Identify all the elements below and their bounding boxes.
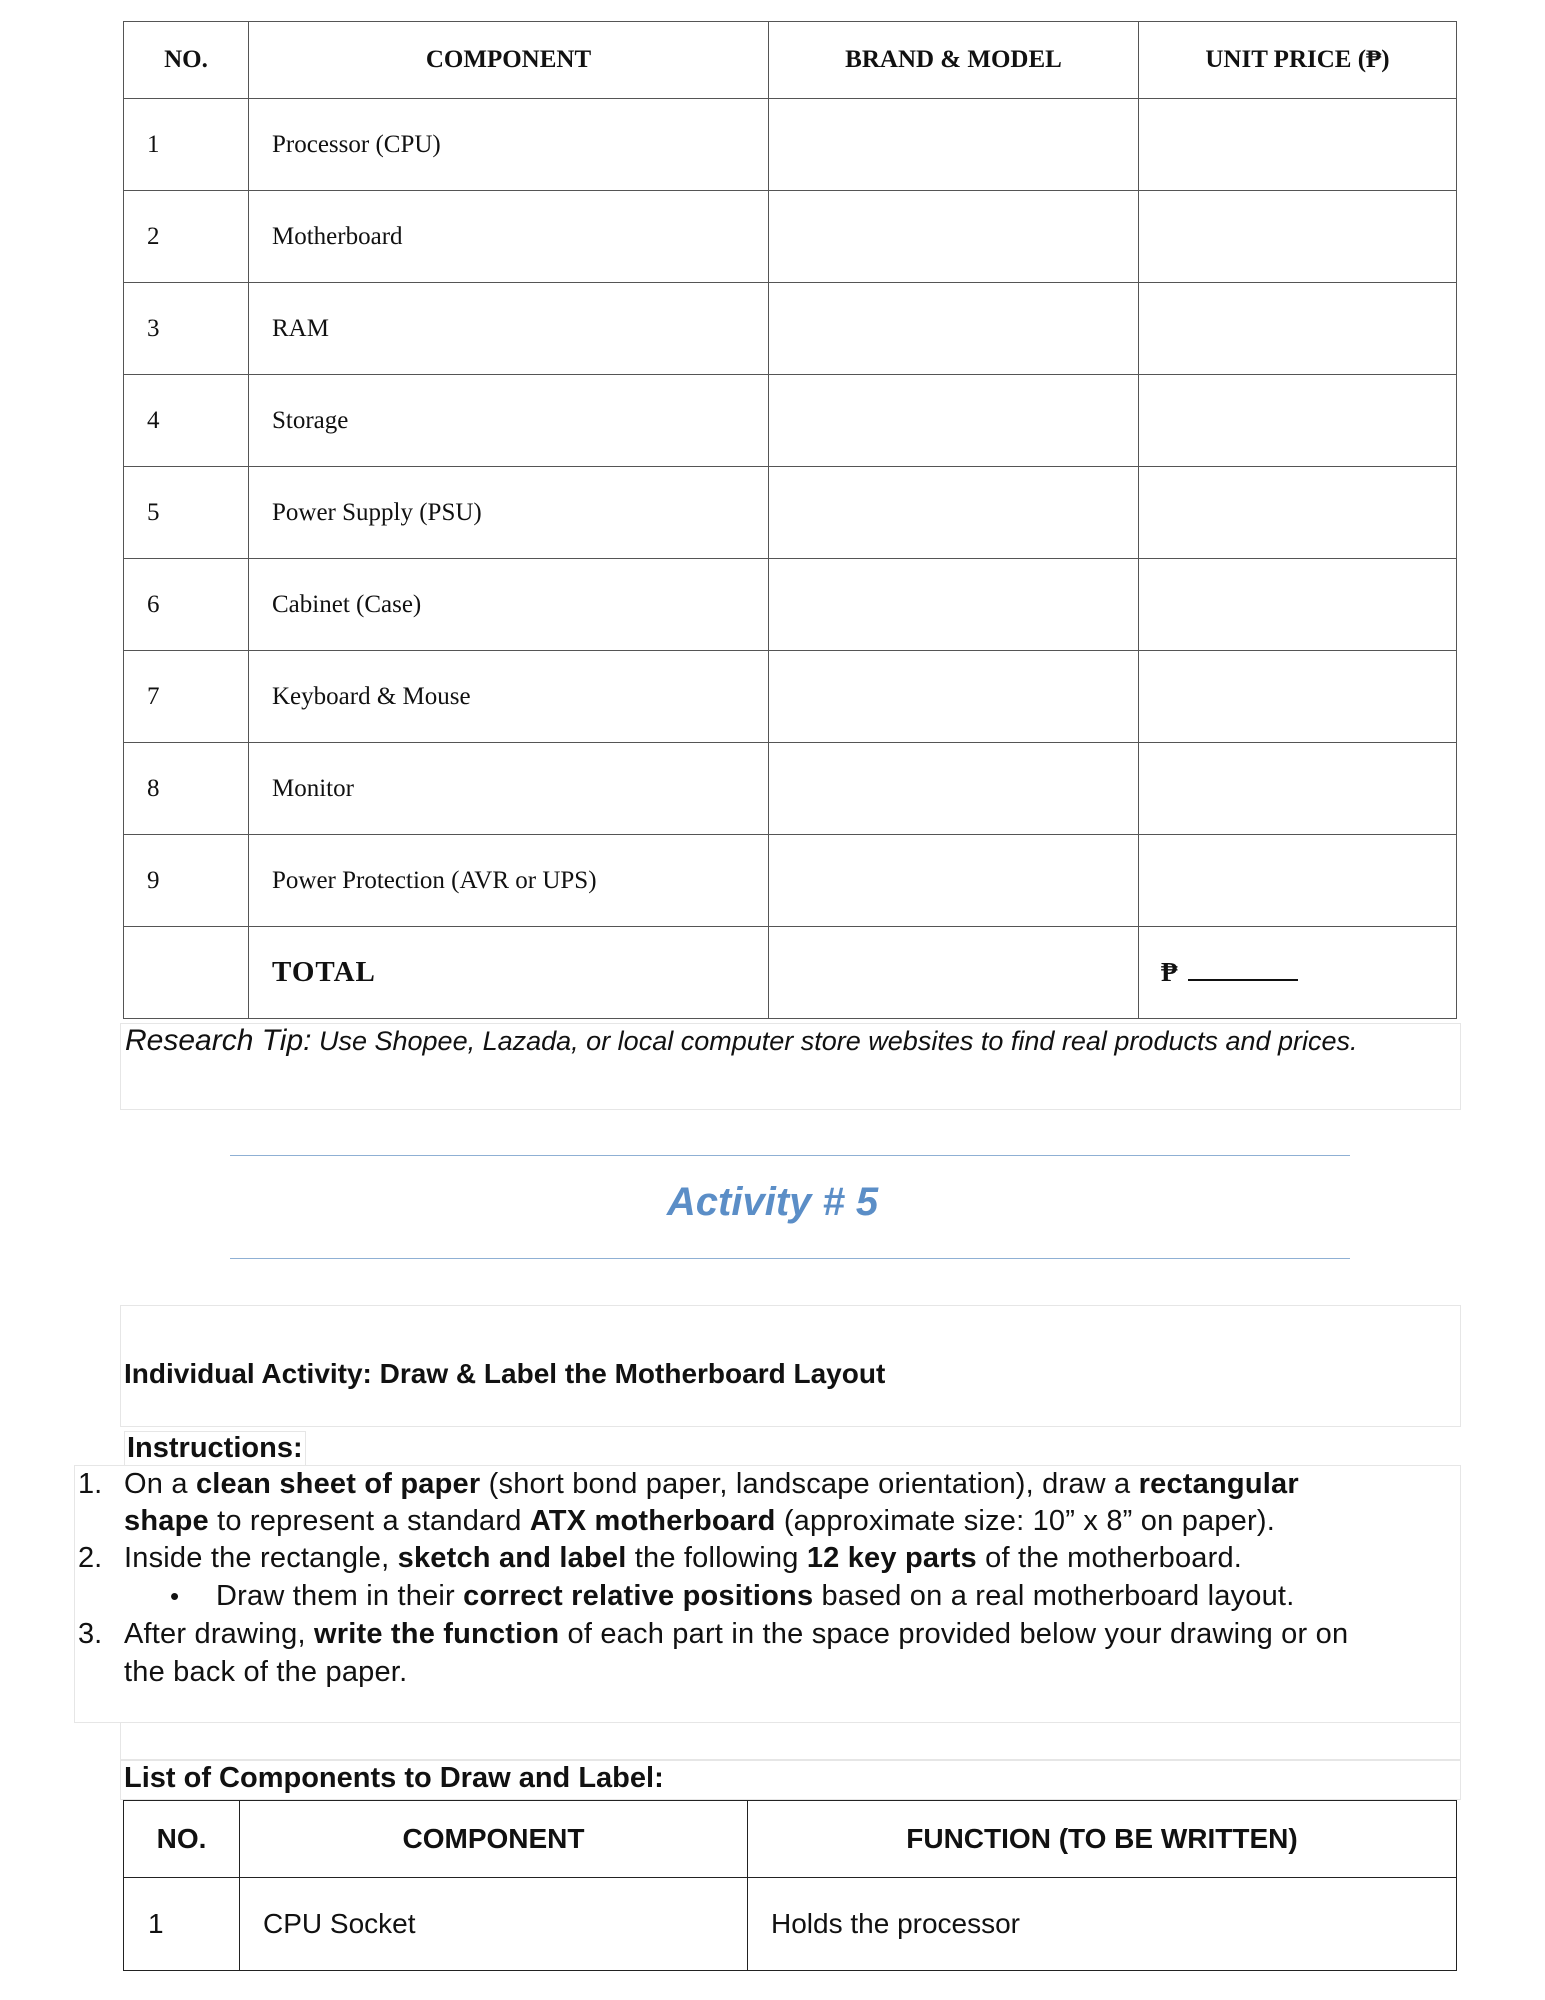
step-2-text: Inside the rectangle, — [124, 1542, 398, 1574]
price-table — [123, 21, 1457, 1019]
brand-model-cell[interactable] — [769, 283, 1139, 375]
row-no: 8 — [124, 743, 249, 835]
step-2-line — [124, 1542, 1242, 1575]
row-component: Processor (CPU) — [249, 99, 769, 191]
step-3-bold: write the function — [313, 1618, 560, 1650]
components-table-header — [124, 1801, 1457, 1878]
step-1-text: (approximate size: 10” x 8” on paper). — [775, 1505, 1275, 1537]
header-component: COMPONENT — [240, 1801, 748, 1878]
step-3-line-1 — [124, 1618, 1348, 1651]
unit-price-cell[interactable] — [1139, 559, 1457, 651]
unit-price-cell[interactable] — [1139, 651, 1457, 743]
header-unit-price: UNIT PRICE (₱) — [1139, 22, 1457, 99]
row-no: 3 — [124, 283, 249, 375]
step-1-bold: shape — [124, 1505, 209, 1537]
row-no: 6 — [124, 559, 249, 651]
row-no: 4 — [124, 375, 249, 467]
unit-price-cell[interactable] — [1139, 283, 1457, 375]
brand-model-cell[interactable] — [769, 375, 1139, 467]
step-3-number: 3. — [78, 1618, 103, 1650]
brand-model-cell[interactable] — [769, 99, 1139, 191]
unit-price-cell[interactable] — [1139, 835, 1457, 927]
table-row — [124, 1878, 1457, 1971]
bullet-icon: • — [170, 1581, 180, 1611]
row-no: 1 — [124, 99, 249, 191]
row-component: Motherboard — [249, 191, 769, 283]
brand-model-cell[interactable] — [769, 835, 1139, 927]
step-1-bold: clean sheet of paper — [195, 1468, 481, 1500]
total-row-no-cell — [124, 927, 249, 1019]
table-row — [124, 99, 1457, 191]
research-tip — [125, 1024, 1358, 1058]
table-row — [124, 559, 1457, 651]
total-row — [124, 927, 1457, 1019]
research-tip-label: Research Tip: — [125, 1024, 312, 1057]
step-2-bold: sketch and label — [397, 1542, 627, 1574]
activity-heading: Individual Activity: Draw & Label the Motherboard Layout — [124, 1358, 886, 1389]
total-brand-cell — [769, 927, 1139, 1019]
row-no: 7 — [124, 651, 249, 743]
header-no: NO. — [124, 1801, 240, 1878]
spacer-box — [120, 1722, 1461, 1760]
row-component: RAM — [249, 283, 769, 375]
bullet-text: based on a real motherboard layout. — [813, 1580, 1295, 1612]
step-1-bold: ATX motherboard — [529, 1505, 776, 1537]
unit-price-cell[interactable] — [1139, 191, 1457, 283]
header-component: COMPONENT — [249, 22, 769, 99]
bullet-bold: correct relative positions — [463, 1580, 814, 1612]
row-no: 5 — [124, 467, 249, 559]
row-component: Storage — [249, 375, 769, 467]
step-1-text: (short bond paper, landscape orientation), draw a — [480, 1468, 1139, 1500]
step-2-bold: 12 key parts — [806, 1542, 977, 1574]
row-function[interactable]: Holds the processor — [748, 1878, 1457, 1971]
row-component: Keyboard & Mouse — [249, 651, 769, 743]
row-component: CPU Socket — [240, 1878, 748, 1971]
total-label: TOTAL — [249, 927, 769, 1019]
unit-price-cell[interactable] — [1139, 375, 1457, 467]
step-2-text: the following — [626, 1542, 807, 1574]
total-blank-line[interactable] — [1188, 959, 1298, 981]
price-table-header — [124, 22, 1457, 99]
unit-price-cell[interactable] — [1139, 467, 1457, 559]
table-row — [124, 651, 1457, 743]
bullet-text: Draw them in their — [216, 1580, 464, 1612]
brand-model-cell[interactable] — [769, 743, 1139, 835]
title-rule-bottom — [230, 1258, 1350, 1259]
total-price-cell[interactable] — [1139, 927, 1457, 1019]
row-component: Power Supply (PSU) — [249, 467, 769, 559]
research-tip-text: Use Shopee, Lazada, or local computer store websites to find real products and prices. — [311, 1026, 1358, 1056]
row-no: 9 — [124, 835, 249, 927]
unit-price-cell[interactable] — [1139, 99, 1457, 191]
step-1-number: 1. — [78, 1468, 103, 1500]
instructions-label: Instructions: — [124, 1431, 306, 1466]
unit-price-cell[interactable] — [1139, 743, 1457, 835]
table-row — [124, 743, 1457, 835]
brand-model-cell[interactable] — [769, 651, 1139, 743]
table-row — [124, 835, 1457, 927]
row-component: Monitor — [249, 743, 769, 835]
brand-model-cell[interactable] — [769, 559, 1139, 651]
step-2-number: 2. — [78, 1542, 103, 1574]
table-row — [124, 375, 1457, 467]
step-1-line-1 — [124, 1468, 1299, 1501]
title-rule-top — [230, 1155, 1350, 1156]
row-no: 1 — [124, 1878, 240, 1971]
list-heading: List of Components to Draw and Label: — [124, 1762, 664, 1794]
header-brand-model: BRAND & MODEL — [769, 22, 1139, 99]
brand-model-cell[interactable] — [769, 191, 1139, 283]
header-function: FUNCTION (TO BE WRITTEN) — [748, 1801, 1457, 1878]
step-3-text: of each part in the space provided below your drawing or on — [559, 1618, 1349, 1650]
components-table — [123, 1800, 1457, 1971]
step-1-bold: rectangular — [1138, 1468, 1299, 1500]
brand-model-cell[interactable] — [769, 467, 1139, 559]
step-3-line-2: the back of the paper. — [124, 1656, 408, 1688]
step-2-text: of the motherboard. — [976, 1542, 1243, 1574]
bullet-line — [216, 1580, 1294, 1613]
currency-symbol: ₱ — [1161, 957, 1178, 987]
header-no: NO. — [124, 22, 249, 99]
step-1-text: to represent a standard — [208, 1505, 530, 1537]
table-row — [124, 191, 1457, 283]
table-row — [124, 467, 1457, 559]
table-row — [124, 283, 1457, 375]
step-3-text: After drawing, — [124, 1618, 314, 1650]
step-1-text: On a — [124, 1468, 196, 1500]
row-no: 2 — [124, 191, 249, 283]
activity-title: Activity # 5 — [666, 1180, 879, 1224]
row-component: Power Protection (AVR or UPS) — [249, 835, 769, 927]
step-1-line-2 — [124, 1505, 1275, 1538]
row-component: Cabinet (Case) — [249, 559, 769, 651]
